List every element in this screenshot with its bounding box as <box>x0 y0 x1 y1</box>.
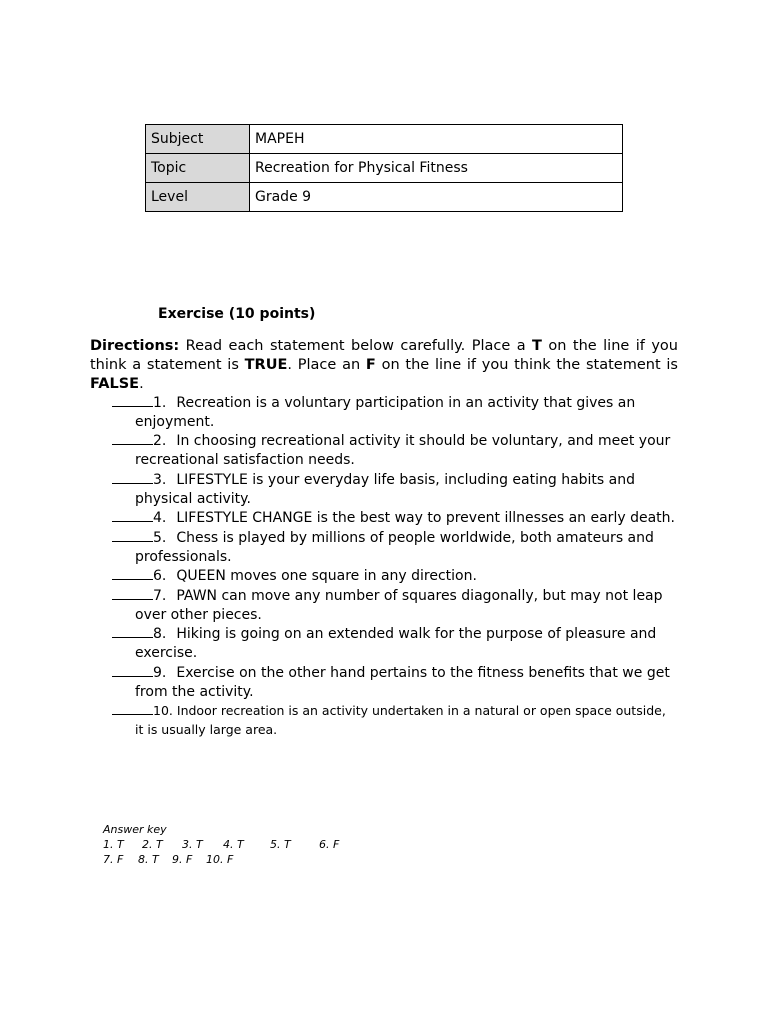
statement-text: Hiking is going on an extended walk for the purpose of pleasure and exercise. <box>135 626 657 662</box>
statement-number: 6. <box>153 568 167 585</box>
statement-number: 9. <box>153 664 167 681</box>
statement-item <box>112 508 678 528</box>
info-value: Recreation for Physical Fitness <box>250 154 623 183</box>
directions-false-word: FALSE <box>90 376 140 392</box>
answer-key-title: Answer key <box>103 823 167 836</box>
info-label: Subject <box>146 125 250 154</box>
answer-blank[interactable] <box>112 470 153 484</box>
statement-list <box>112 393 678 740</box>
directions-text: on the line if you think the statement is <box>375 357 678 373</box>
statement-item <box>112 566 678 586</box>
answer-blank[interactable] <box>112 586 153 600</box>
answer-key <box>103 822 339 867</box>
answer-key-entry: 10. F <box>206 853 234 866</box>
info-value: MAPEH <box>250 125 623 154</box>
statement-number: 3. <box>153 471 167 488</box>
statement-item <box>112 663 678 701</box>
answer-key-entry: 1. T <box>103 838 124 851</box>
info-row-level <box>146 183 623 212</box>
answer-blank[interactable] <box>112 624 153 638</box>
statement-number: 2. <box>153 433 167 450</box>
statement-text: QUEEN moves one square in any direction. <box>176 568 477 585</box>
directions-true-word: TRUE <box>244 357 288 373</box>
statement-item <box>112 701 678 739</box>
directions-label: Directions: <box>90 338 180 354</box>
answer-key-entry: 8. T <box>138 853 159 866</box>
statement-number: 8. <box>153 626 167 643</box>
info-table <box>145 124 623 212</box>
answer-key-entry: 4. T <box>223 838 244 851</box>
info-value: Grade 9 <box>250 183 623 212</box>
statement-text: PAWN can move any number of squares diagonally, but may not leap over other pieces. <box>135 588 663 623</box>
statement-text: Chess is played by millions of people worldwide, both amateurs and professionals. <box>135 529 654 565</box>
answer-key-row <box>103 837 339 852</box>
statement-text: In choosing recreational activity it should be voluntary, and meet your recreational satisfaction needs. <box>135 433 671 469</box>
answer-key-row <box>103 852 339 867</box>
answer-blank[interactable] <box>112 566 153 580</box>
statement-number: 5. <box>153 529 167 546</box>
statement-number: 7. <box>153 588 167 605</box>
statement-item <box>112 586 678 624</box>
answer-key-entry: 2. T <box>142 838 163 851</box>
exercise-heading: Exercise (10 points) <box>158 306 316 322</box>
answer-blank[interactable] <box>112 508 153 522</box>
statement-text: LIFESTYLE is your everyday life basis, including eating habits and physical activity. <box>135 471 635 507</box>
statement-item <box>112 393 678 431</box>
answer-blank[interactable] <box>112 663 153 677</box>
answer-blank[interactable] <box>112 431 153 445</box>
statement-number: 10. <box>153 703 173 719</box>
info-row-subject <box>146 125 623 154</box>
statement-number: 4. <box>153 510 167 527</box>
directions-text: . Place an <box>287 357 366 373</box>
info-row-topic <box>146 154 623 183</box>
answer-key-entry: 3. T <box>182 838 203 851</box>
answer-key-entry: 7. F <box>103 853 124 866</box>
answer-key-entry: 5. T <box>270 838 291 851</box>
info-label: Topic <box>146 154 250 183</box>
statement-item <box>112 431 678 469</box>
answer-blank[interactable] <box>112 393 153 407</box>
info-label: Level <box>146 183 250 212</box>
statement-item <box>112 528 678 566</box>
answer-key-entry: 6. F <box>319 838 340 851</box>
statement-item <box>112 470 678 508</box>
statement-text: LIFESTYLE CHANGE is the best way to prevent illnesses an early death. <box>176 510 675 527</box>
statement-item <box>112 624 678 662</box>
directions-text: on the line if you think a statement is <box>90 338 678 373</box>
statement-text: Indoor recreation is an activity undertaken in a natural or open space outside, it is usually large area. <box>135 703 666 737</box>
answer-blank[interactable] <box>112 701 153 715</box>
directions-paragraph <box>90 337 678 394</box>
directions-false-letter: F <box>365 357 376 373</box>
answer-key-entry: 9. F <box>172 853 193 866</box>
answer-blank[interactable] <box>112 528 153 542</box>
statement-number: 1. <box>153 395 167 411</box>
directions-true-letter: T <box>532 338 542 354</box>
statement-text: Recreation is a voluntary participation in an activity that gives an enjoyment. <box>135 395 636 430</box>
directions-text: Read each statement below carefully. Place a <box>179 338 533 354</box>
directions-text: . <box>139 376 144 392</box>
statement-text: Exercise on the other hand pertains to the fitness benefits that we get from the activity. <box>135 664 670 700</box>
